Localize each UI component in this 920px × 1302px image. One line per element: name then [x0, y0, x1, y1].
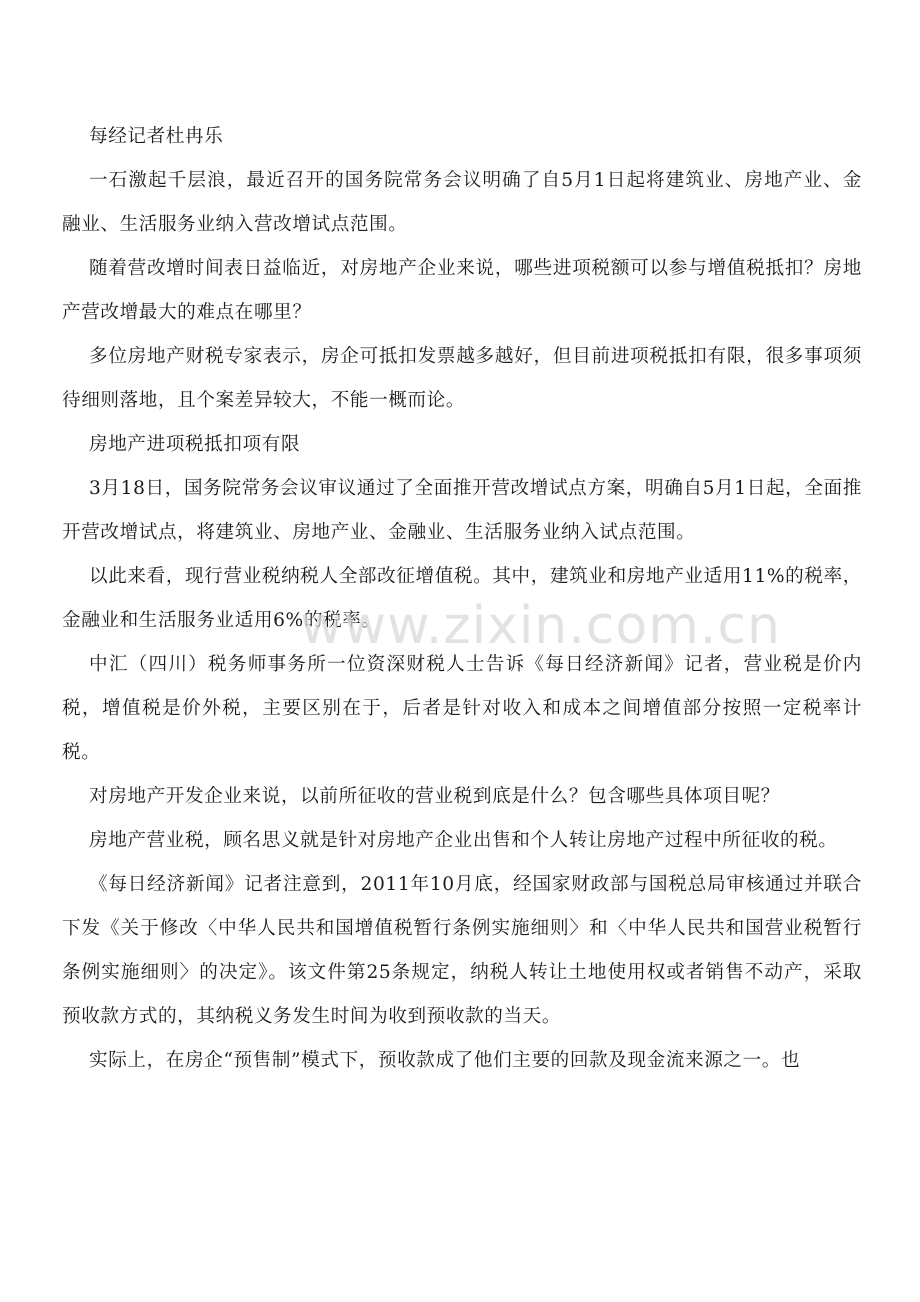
paragraph: 随着营改增时间表日益临近，对房地产企业来说，哪些进项税额可以参与增值税抵扣？房地产营改增最大的难点在哪里？ — [62, 258, 862, 323]
paragraph: 中汇（四川）税务师事务所一位资深财税人士告诉《每日经济新闻》记者，营业税是价内税，增值税是价外税，主要区别在于，后者是针对收入和成本之间增值部分按照一定税率计税。 — [62, 654, 862, 763]
paragraph: 实际上，在房企“预售制”模式下，预收款成了他们主要的回款及现金流来源之一。也 — [89, 1050, 801, 1071]
paragraph: 多位房地产财税专家表示，房企可抵扣发票越多越好，但目前进项税抵扣有限，很多事项须待细则落地，且个案差异较大，不能一概而论。 — [62, 346, 862, 411]
byline: 每经记者杜冉乐 — [89, 126, 224, 147]
paragraph: 3月18日，国务院常务会议审议通过了全面推开营改增试点方案，明确自5月1日起，全面推开营改增试点，将建筑业、房地产业、金融业、生活服务业纳入试点范围。 — [62, 478, 862, 543]
paragraph: 《每日经济新闻》记者注意到，2011年10月底，经国家财政部与国税总局审核通过并联合下发《关于修改〈中华人民共和国增值税暂行条例实施细则〉和〈中华人民共和国营业税暂行条例实施细则〉的决定》。该文件第25条规定，纳税人转让土地使用权或者销售不动产，采取预收款方式的，其纳税义务发生时间为收到预收款的当天。 — [62, 874, 862, 1027]
paragraph: 房地产营业税，顾名思义就是针对房地产企业出售和个人转让房地产过程中所征收的税。 — [89, 830, 838, 851]
paragraph: 对房地产开发企业来说，以前所征收的营业税到底是什么？包含哪些具体项目呢？ — [89, 786, 780, 807]
section-heading: 房地产进项税抵扣项有限 — [89, 434, 301, 455]
article-body — [62, 115, 862, 1083]
paragraph: 一石激起千层浪，最近召开的国务院常务会议明确了自5月1日起将建筑业、房地产业、金融业、生活服务业纳入营改增试点范围。 — [62, 170, 862, 235]
watermark: www.zixin.com.cn — [300, 596, 781, 656]
paragraph: 以此来看，现行营业税纳税人全部改征增值税。其中，建筑业和房地产业适用11%的税率，金融业和生活服务业适用6%的税率。 — [62, 566, 862, 631]
